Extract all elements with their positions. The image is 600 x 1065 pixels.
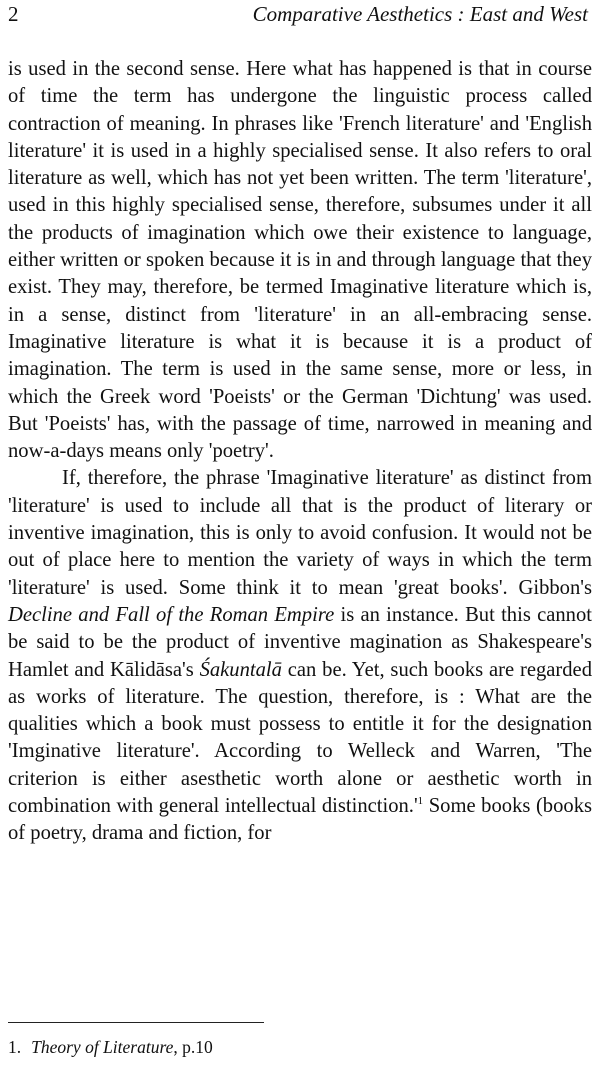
paragraph xyxy=(8,56,592,465)
text-run: can be. Yet, such books are regarded as works of literature. The question, therefore, is : What are the qualities which a book must possess to entitle it for the designation 'Imginative literature'. According to Welleck and Warren, 'The criterion is either asesthetic worth alone or aesthetic worth in combination with general intellectual distinction.' xyxy=(8,658,592,818)
footnote xyxy=(8,1036,213,1058)
page-number: 2 xyxy=(8,2,19,26)
text-run: is used in the second sense. Here what has happened is that in course of time the term has undergone the linguistic process called contraction of meaning. In phrases like 'French literature' and 'English literature' it is used in a highly specialised sense. It also refers to oral literature as well, which has not yet been written. The term 'literature', used in this highly specialised sense, therefore, subsumes under it all the products of imagination which owe their existence to language, either written or spoken because it is in and through language that they exist. They may, therefore, be termed Imaginative literature which is, in a sense, distinct from 'literature' in an all-embracing sense. Imaginative literature is what it is because it is a product of imagination. The term is used in the same sense, more or less, in which the Greek word 'Poeists' or the German 'Dichtung' was used. But 'Poeists' has, with the passage of time, narrowed in meaning and now-a-days means only 'poetry'. xyxy=(8,58,592,463)
footnote-rule xyxy=(8,1022,264,1023)
italic-title: Decline and Fall of the Roman Empire xyxy=(8,603,335,626)
running-title: Comparative Aesthetics : East and West xyxy=(252,2,588,26)
paragraph xyxy=(8,465,592,847)
running-header xyxy=(8,2,588,32)
footnote-suffix: , p.10 xyxy=(173,1037,213,1057)
text-run: is an instance. But this cannot be said to be the product of inventive magination as Shakespeare's Hamlet and Kālidāsa's xyxy=(8,603,593,681)
italic-title: Śakuntalā xyxy=(199,658,282,681)
body-text xyxy=(8,56,592,848)
text-run: If, therefore, the phrase 'Imaginative literature' as distinct from 'literature' is used to include all that is the product of literary or inventive imagination, this is only to avoid confusion. It would not be out of place here to mention the variety of ways in which the term 'literature' is used. Some think it to mean 'great books'. Gibbon's xyxy=(8,467,592,599)
footnote-title: Theory of Literature xyxy=(31,1037,174,1057)
text-run: Some books (books of poetry, drama and fiction, for xyxy=(8,795,592,845)
footnote-ref: 1 xyxy=(417,795,424,808)
footnote-number: 1. xyxy=(8,1037,22,1057)
